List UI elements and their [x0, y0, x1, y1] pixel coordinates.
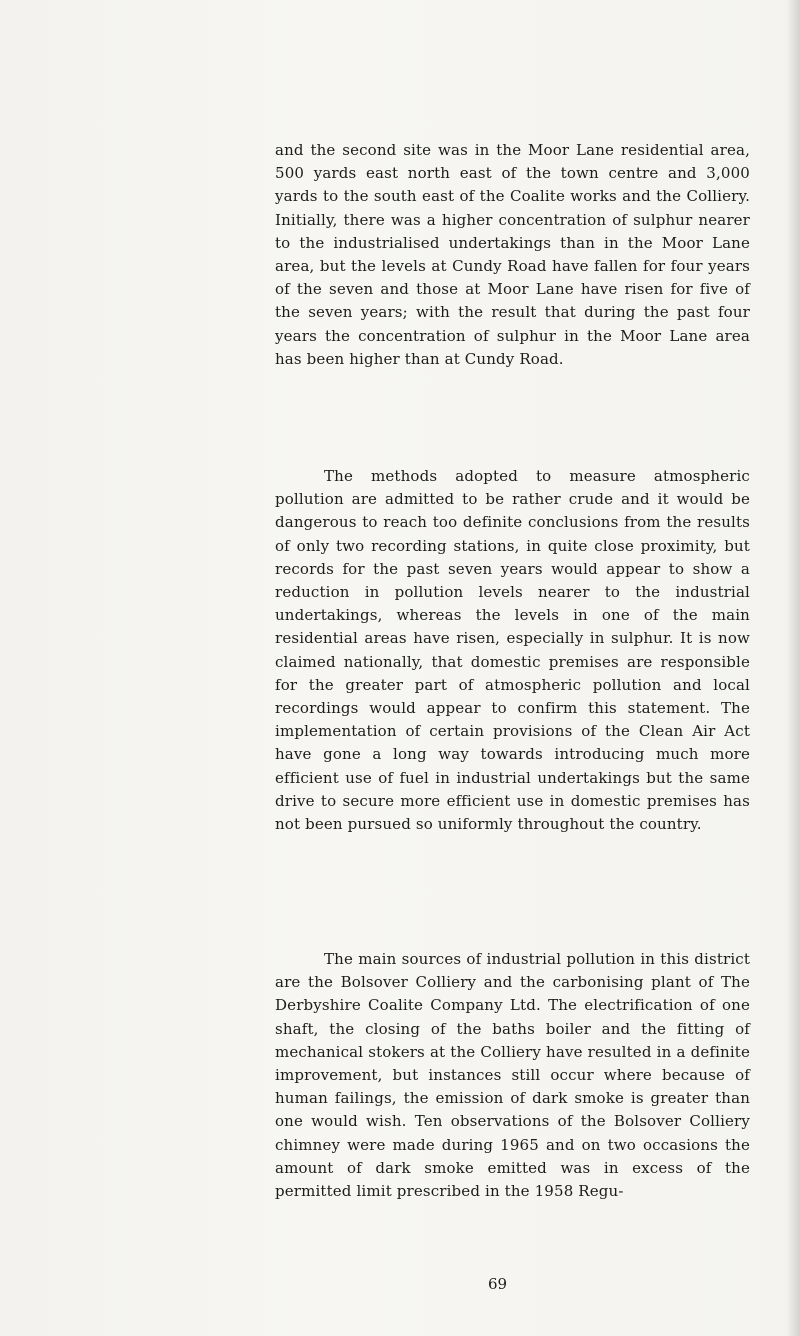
body-text-section-2	[275, 465, 750, 836]
paragraph-continuation: and the second site was in the Moor Lane residential area, 500 yards east north east of the town centre and 3,000 yards to the south east of the Coalite works and the Colliery. Initially, there was a higher concentration of sulphur nearer to the industrialised undertakings than in the Moor Lane area, but the levels at Cundy Road have fallen for four years of the seven and those at Moor Lane have risen for five of the seven years; with the result that during the past four years the concentration of sulphur in the Moor Lane area has been higher than at Cundy Road.	[275, 141, 750, 368]
body-text-section-1	[275, 139, 750, 371]
paragraph-pollution-methods: The methods adopted to measure atmospheric pollution are admitted to be rather crude and it would be dangerous to reach too definite conclusions from the results of only two recording stations, in quite close proximity, but records for the past seven years would appear to show a reduction in pollution levels nearer to the industrial undertakings, whereas the levels in one of the main residential areas have risen, especially in sulphur. It is now claimed nationally, that domestic premises are responsible for the greater part of atmospheric pollution and local recordings would appear to confirm this statement. The implementation of certain provisions of the Clean Air Act have gone a long way towards introducing much more efficient use of fuel in industrial undertakings but the same drive to secure more efficient use in domestic premises has not been pursued so uniformly throughout the country.	[275, 467, 750, 834]
page-edge-shadow	[786, 0, 800, 1336]
page-number: 69	[488, 1275, 508, 1293]
body-text-section-3	[275, 948, 750, 1203]
paragraph-industrial-sources: The main sources of industrial pollution in this district are the Bolsover Colliery and the carbonising plant of The Derbyshire Coalite Company Ltd. The electrification of one shaft, the closing of the baths boiler and the fitting of mechanical stokers at the Colliery have resulted in a definite improvement, but instances still occur where because of human failings, the emission of dark smoke is greater than one would wish. Ten observations of the Bolsover Colliery chimney were made during 1965 and on two occasions the amount of dark smoke emitted was in excess of the permitted limit prescribed in the 1958 Regu-	[275, 950, 750, 1201]
